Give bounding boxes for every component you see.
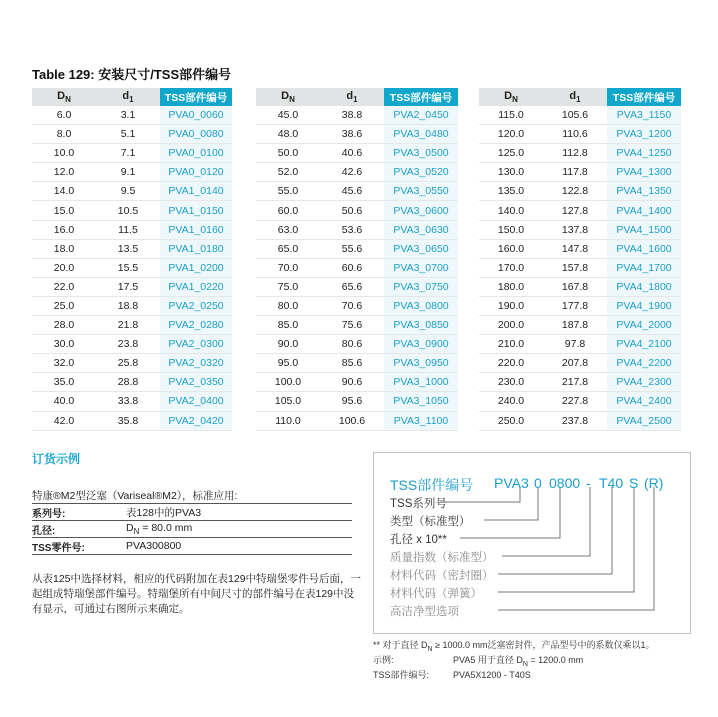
table-row <box>479 411 681 430</box>
cell-part-number: PVA3_0650 <box>384 239 458 258</box>
cell-part-number: PVA4_1700 <box>607 258 681 277</box>
cell-d1: 18.8 <box>96 296 160 315</box>
cell-dn: 65.0 <box>256 239 320 258</box>
cell-part-number: PVA3_0750 <box>384 277 458 296</box>
cell-dn: 220.0 <box>479 354 543 373</box>
cell-d1: 33.8 <box>96 392 160 411</box>
cell-dn: 190.0 <box>479 296 543 315</box>
cell-d1: 177.8 <box>543 296 607 315</box>
table-row <box>32 163 232 182</box>
cell-dn: 35.0 <box>32 373 96 392</box>
table-row <box>256 144 458 163</box>
cell-part-number: PVA3_1150 <box>607 106 681 125</box>
cell-part-number: PVA3_1050 <box>384 392 458 411</box>
cell-part-number: PVA3_0500 <box>384 144 458 163</box>
table-row <box>479 392 681 411</box>
cell-d1: 207.8 <box>543 354 607 373</box>
table-row <box>256 220 458 239</box>
table-row <box>256 239 458 258</box>
table-row <box>32 354 232 373</box>
header-dn: $D_N$ <box>479 88 543 106</box>
cell-part-number: PVA1_0150 <box>160 201 232 220</box>
cell-d1: 157.8 <box>543 258 607 277</box>
cell-dn: 160.0 <box>479 239 543 258</box>
cell-dn: 110.0 <box>256 411 320 430</box>
footnote <box>373 640 655 681</box>
cell-part-number: PVA2_0250 <box>160 296 232 315</box>
cell-d1: 112.8 <box>543 144 607 163</box>
cell-part-number: PVA3_0550 <box>384 182 458 201</box>
cell-dn: 50.0 <box>256 144 320 163</box>
table-row <box>32 258 232 277</box>
cell-part-number: PVA3_0950 <box>384 354 458 373</box>
cell-dn: 28.0 <box>32 316 96 335</box>
spec-value: $D_N = 80.0$ mm <box>126 521 352 538</box>
cell-d1: 25.8 <box>96 354 160 373</box>
header-code: TSS部件编号 <box>160 88 232 106</box>
cell-part-number: PVA0_0120 <box>160 163 232 182</box>
cell-part-number: PVA4_1500 <box>607 220 681 239</box>
cell-part-number: PVA4_2500 <box>607 411 681 430</box>
table-row <box>256 296 458 315</box>
cell-d1: 11.5 <box>96 220 160 239</box>
cell-d1: 23.8 <box>96 335 160 354</box>
table-row <box>479 354 681 373</box>
spec-value: PVA300800 <box>126 538 352 555</box>
cell-part-number: PVA3_0600 <box>384 201 458 220</box>
table-row <box>256 316 458 335</box>
table-row <box>32 411 232 430</box>
cell-d1: 9.5 <box>96 182 160 201</box>
spec-key: 孔径: <box>32 521 126 538</box>
cell-d1: 60.6 <box>320 258 384 277</box>
table-row <box>256 258 458 277</box>
connector-line <box>498 487 612 574</box>
table-row <box>32 125 232 144</box>
spec-row-bore <box>32 521 352 538</box>
cell-d1: 21.8 <box>96 316 160 335</box>
cell-d1: 42.6 <box>320 163 384 182</box>
cell-d1: 105.6 <box>543 106 607 125</box>
cell-part-number: PVA3_1100 <box>384 411 458 430</box>
cell-part-number: PVA1_0160 <box>160 220 232 239</box>
cell-dn: 115.0 <box>479 106 543 125</box>
cell-part-number: PVA3_0900 <box>384 335 458 354</box>
cell-d1: 10.5 <box>96 201 160 220</box>
cell-d1: 70.6 <box>320 296 384 315</box>
segment-seal-material: T40 <box>599 475 624 491</box>
cell-part-number: PVA4_2100 <box>607 335 681 354</box>
cell-dn: 95.0 <box>256 354 320 373</box>
cell-dn: 170.0 <box>479 258 543 277</box>
table-row <box>32 182 232 201</box>
cell-d1: 217.8 <box>543 373 607 392</box>
cell-d1: 117.8 <box>543 163 607 182</box>
header-d1: $d_1$ <box>320 88 384 106</box>
cell-d1: 227.8 <box>543 392 607 411</box>
segment-clean-option: (R) <box>644 475 664 491</box>
cell-dn: 25.0 <box>32 296 96 315</box>
table-row <box>479 239 681 258</box>
cell-dn: 32.0 <box>32 354 96 373</box>
cell-part-number: PVA4_1300 <box>607 163 681 182</box>
cell-part-number: PVA3_1200 <box>607 125 681 144</box>
table-row <box>256 411 458 430</box>
cell-part-number: PVA3_0850 <box>384 316 458 335</box>
cell-dn: 60.0 <box>256 201 320 220</box>
cell-part-number: PVA4_2300 <box>607 373 681 392</box>
cell-d1: 110.6 <box>543 125 607 144</box>
cell-dn: 80.0 <box>256 296 320 315</box>
table-row <box>256 201 458 220</box>
table-row <box>32 220 232 239</box>
table-row <box>479 125 681 144</box>
cell-d1: 90.6 <box>320 373 384 392</box>
footnote-line-1: ** 对于直径 $D_N \ge 1000.0$ mm泛塞密封件，产品型号中的系数仅乘以1。 <box>373 640 655 653</box>
table-row <box>32 335 232 354</box>
cell-dn: 125.0 <box>479 144 543 163</box>
table-row <box>32 106 232 125</box>
cell-dn: 8.0 <box>32 125 96 144</box>
table-row <box>32 296 232 315</box>
table-title: Table 129: 安装尺寸/TSS部件编号 <box>32 67 232 82</box>
cell-d1: 17.5 <box>96 277 160 296</box>
cell-part-number: PVA3_0520 <box>384 163 458 182</box>
spec-value: 表128中的PVA3 <box>126 504 352 521</box>
spec-key: 系列号: <box>32 504 126 521</box>
cell-dn: 105.0 <box>256 392 320 411</box>
table-row <box>256 277 458 296</box>
table-row <box>256 373 458 392</box>
table-row <box>479 258 681 277</box>
cell-part-number: PVA2_0400 <box>160 392 232 411</box>
order-paragraph: 从表125中选择材料，相应的代码附加在表129中特瑞堡零件号后面，一起组成特瑞堡部件编号。特瑞堡所有中间尺寸的部件编号在表129中没有显示，可通过右图所示来确定。 <box>32 573 362 615</box>
cell-dn: 120.0 <box>479 125 543 144</box>
cell-part-number: PVA4_1900 <box>607 296 681 315</box>
table-row <box>256 354 458 373</box>
cell-d1: 40.6 <box>320 144 384 163</box>
cell-part-number: PVA4_1350 <box>607 182 681 201</box>
cell-d1: 15.5 <box>96 258 160 277</box>
cell-dn: 230.0 <box>479 373 543 392</box>
cell-dn: 30.0 <box>32 335 96 354</box>
cell-dn: 200.0 <box>479 316 543 335</box>
cell-dn: 63.0 <box>256 220 320 239</box>
cell-dn: 14.0 <box>32 182 96 201</box>
cell-d1: 137.8 <box>543 220 607 239</box>
cell-part-number: PVA3_0480 <box>384 125 458 144</box>
cell-dn: 48.0 <box>256 125 320 144</box>
part-number-diagram <box>373 452 691 634</box>
connector-line <box>502 487 590 556</box>
spec-row-part-number <box>32 538 352 555</box>
cell-part-number: PVA4_2000 <box>607 316 681 335</box>
connector-line <box>484 487 538 520</box>
spec-row-series <box>32 504 352 521</box>
cell-d1: 35.8 <box>96 411 160 430</box>
cell-d1: 97.8 <box>543 335 607 354</box>
cell-dn: 55.0 <box>256 182 320 201</box>
table-row <box>32 316 232 335</box>
cell-d1: 45.6 <box>320 182 384 201</box>
cell-dn: 250.0 <box>479 411 543 430</box>
table-row <box>479 316 681 335</box>
cell-d1: 53.6 <box>320 220 384 239</box>
cell-part-number: PVA2_0350 <box>160 373 232 392</box>
cell-part-number: PVA3_0630 <box>384 220 458 239</box>
cell-d1: 95.6 <box>320 392 384 411</box>
cell-d1: 28.8 <box>96 373 160 392</box>
cell-dn: 75.0 <box>256 277 320 296</box>
cell-dn: 12.0 <box>32 163 96 182</box>
cell-d1: 38.6 <box>320 125 384 144</box>
cell-part-number: PVA3_0700 <box>384 258 458 277</box>
table-row <box>32 373 232 392</box>
cell-d1: 7.1 <box>96 144 160 163</box>
cell-part-number: PVA4_1800 <box>607 277 681 296</box>
cell-d1: 50.6 <box>320 201 384 220</box>
cell-part-number: PVA2_0320 <box>160 354 232 373</box>
cell-dn: 240.0 <box>479 392 543 411</box>
spec-label: 特康®M2型泛塞（Variseal®M2），标准应用: <box>32 490 238 502</box>
cell-part-number: PVA4_2200 <box>607 354 681 373</box>
table-row <box>32 392 232 411</box>
header-d1: $d_1$ <box>96 88 160 106</box>
order-example-title: 订货示例 <box>32 452 81 466</box>
cell-dn: 210.0 <box>479 335 543 354</box>
connector-line <box>460 487 560 538</box>
cell-dn: 15.0 <box>32 201 96 220</box>
cell-part-number: PVA1_0200 <box>160 258 232 277</box>
table-row <box>479 220 681 239</box>
header-dn: $D_N$ <box>256 88 320 106</box>
table-row <box>479 201 681 220</box>
cell-part-number: PVA1_0220 <box>160 277 232 296</box>
cell-dn: 6.0 <box>32 106 96 125</box>
cell-dn: 130.0 <box>479 163 543 182</box>
cell-part-number: PVA4_1600 <box>607 239 681 258</box>
cell-part-number: PVA1_0140 <box>160 182 232 201</box>
cell-part-number: PVA0_0080 <box>160 125 232 144</box>
cell-d1: 38.8 <box>320 106 384 125</box>
table-row <box>479 335 681 354</box>
table-row <box>256 163 458 182</box>
cell-dn: 16.0 <box>32 220 96 239</box>
cell-part-number: PVA3_0800 <box>384 296 458 315</box>
spec-table <box>32 503 352 555</box>
cell-part-number: PVA2_0280 <box>160 316 232 335</box>
cell-part-number: PVA4_1400 <box>607 201 681 220</box>
cell-dn: 22.0 <box>32 277 96 296</box>
table-row <box>256 392 458 411</box>
label-bore: 孔径 x 10** <box>390 534 447 546</box>
cell-dn: 135.0 <box>479 182 543 201</box>
spec-key: TSS零件号: <box>32 538 126 555</box>
header-d1: $d_1$ <box>543 88 607 106</box>
cell-part-number: PVA2_0300 <box>160 335 232 354</box>
cell-dn: 45.0 <box>256 106 320 125</box>
cell-part-number: PVA0_0100 <box>160 144 232 163</box>
cell-d1: 75.6 <box>320 316 384 335</box>
header-dn: $D_N$ <box>32 88 96 106</box>
segment-bore: 0800 <box>549 475 581 491</box>
cell-d1: 122.8 <box>543 182 607 201</box>
cell-part-number: PVA4_2400 <box>607 392 681 411</box>
cell-dn: 180.0 <box>479 277 543 296</box>
footnote-line-3: TSS部件编号: PVA5X1200 - T40S <box>373 669 531 680</box>
dimension-table-3 <box>479 88 681 431</box>
segment-series: PVA3 <box>494 475 529 491</box>
cell-d1: 85.6 <box>320 354 384 373</box>
footnote-line-2: 示例: PVA5 用于直径 $D_N = 1200.0$ mm <box>373 654 584 668</box>
cell-d1: 5.1 <box>96 125 160 144</box>
cell-d1: 127.8 <box>543 201 607 220</box>
cell-dn: 52.0 <box>256 163 320 182</box>
table-row <box>479 106 681 125</box>
cell-part-number: PVA0_0060 <box>160 106 232 125</box>
segment-type: 0 <box>534 475 542 491</box>
cell-dn: 90.0 <box>256 335 320 354</box>
cell-d1: 13.5 <box>96 239 160 258</box>
table-row <box>256 106 458 125</box>
label-spring-material: 材料代码（弹簧） <box>390 588 482 600</box>
cell-dn: 42.0 <box>32 411 96 430</box>
cell-d1: 80.6 <box>320 335 384 354</box>
table-row <box>256 335 458 354</box>
cell-d1: 100.6 <box>320 411 384 430</box>
header-code: TSS部件编号 <box>607 88 681 106</box>
cell-dn: 100.0 <box>256 373 320 392</box>
cell-dn: 20.0 <box>32 258 96 277</box>
diagram-head-label: TSS部件编号 <box>390 477 474 493</box>
cell-d1: 147.8 <box>543 239 607 258</box>
cell-dn: 85.0 <box>256 316 320 335</box>
label-series: TSS系列号 <box>390 498 447 510</box>
label-clean-option: 高洁净型选项 <box>390 606 459 618</box>
cell-d1: 3.1 <box>96 106 160 125</box>
cell-part-number: PVA1_0180 <box>160 239 232 258</box>
cell-d1: 237.8 <box>543 411 607 430</box>
table-row <box>479 144 681 163</box>
label-seal-material: 材料代码（密封圈） <box>390 570 494 582</box>
dimension-table-2 <box>256 88 458 431</box>
table-row <box>32 144 232 163</box>
cell-dn: 40.0 <box>32 392 96 411</box>
dimension-table-1 <box>32 88 232 431</box>
table-row <box>479 373 681 392</box>
table-row <box>479 277 681 296</box>
table-row <box>479 163 681 182</box>
cell-d1: 167.8 <box>543 277 607 296</box>
label-quality: 质量指数（标准型） <box>390 552 494 564</box>
cell-d1: 187.8 <box>543 316 607 335</box>
cell-part-number: PVA2_0450 <box>384 106 458 125</box>
cell-dn: 18.0 <box>32 239 96 258</box>
table-row <box>32 239 232 258</box>
table-row <box>256 125 458 144</box>
cell-part-number: PVA2_0420 <box>160 411 232 430</box>
segment-spring-material: S <box>629 475 639 491</box>
table-row <box>479 296 681 315</box>
label-type: 类型（标准型） <box>390 516 471 528</box>
cell-dn: 150.0 <box>479 220 543 239</box>
cell-part-number: PVA4_1250 <box>607 144 681 163</box>
cell-d1: 55.6 <box>320 239 384 258</box>
cell-d1: 9.1 <box>96 163 160 182</box>
cell-part-number: PVA3_1000 <box>384 373 458 392</box>
cell-dn: 70.0 <box>256 258 320 277</box>
cell-dn: 140.0 <box>479 201 543 220</box>
header-code: TSS部件编号 <box>384 88 458 106</box>
table-row <box>32 201 232 220</box>
table-row <box>32 277 232 296</box>
segment-quality: - <box>586 475 591 491</box>
table-row <box>256 182 458 201</box>
cell-dn: 10.0 <box>32 144 96 163</box>
cell-d1: 65.6 <box>320 277 384 296</box>
table-row <box>479 182 681 201</box>
connector-line <box>498 487 634 592</box>
